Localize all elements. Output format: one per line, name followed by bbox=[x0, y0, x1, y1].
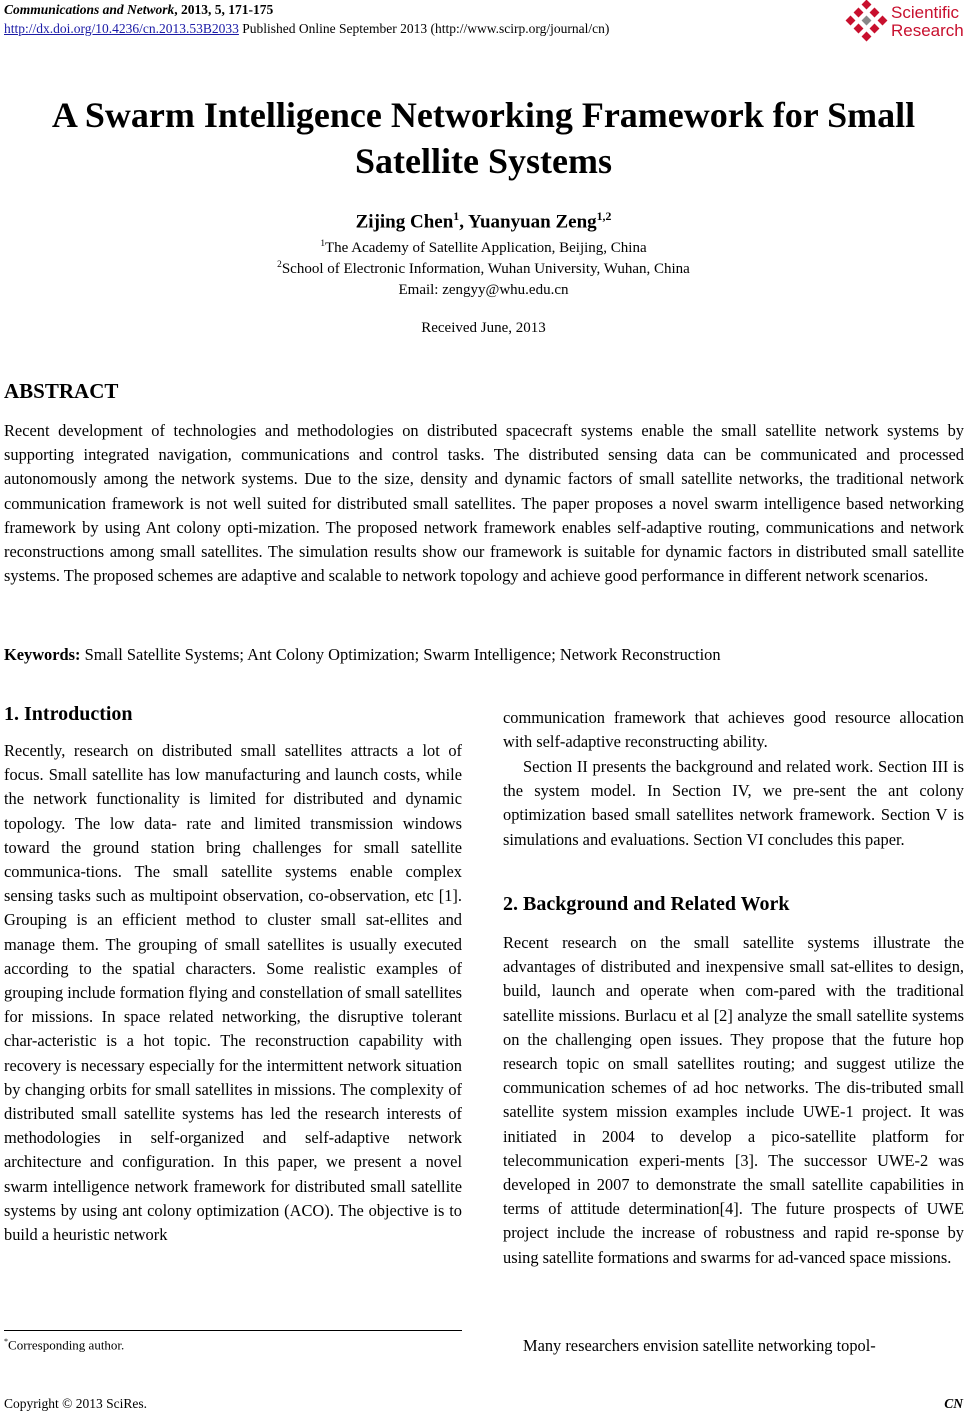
received-date: Received June, 2013 bbox=[421, 320, 546, 336]
affiliation-1 bbox=[0, 239, 967, 257]
footnote-text: Corresponding author. bbox=[8, 1337, 125, 1353]
logo-word-research: Research bbox=[891, 21, 964, 40]
background-text: Recent research on the small satellite systems illustrate the advantages of distributed and inexpensive small sat-ellites to design, build, launch and operate when com-pared with the traditional satellite missions. Burlacu et al [2] analyze the small satellite systems on the challenging open issues. They propose that the future hop research topic on small satellites routing; and suggest utilize the communication schemes of ad hoc networks. The dis-tributed small satellite system mission examples include UWE-1 project. It was initiated in 2004 to develop a pico-satellite platform for telecommunication experi-ments [3]. The successor UWE-2 was developed in 2007 to demonstrate the small satellite capabilities in terms of attitude determination[4]. The future prospects of UWE project include the increase of robustness and rapid re-sponse by using satellite formations and swarms for ad-vanced space missions. bbox=[503, 933, 964, 1267]
background-text-continued bbox=[503, 1334, 964, 1358]
background-text-line: Many researchers envision satellite networking topol- bbox=[523, 1336, 876, 1355]
abstract-text: Recent development of technologies and methodologies on distributed spacecraft systems enable the small satellite network systems by supporting integrated navigation, communications and control tasks. The distributed sensing data can be communicated and processed autonomously among the network systems. Due to the size, density and dynamic factors of small satellite networks, the traditional network communication framework is not well suited for distributed small satellites. The paper proposes a novel swarm intelligence based networking framework by using Ant colony opti-mization. The proposed network framework enables self-adaptive routing, communications and network reconstructions among small satellites. The simulation results show our framework is suitable for dynamic factors in distributed small satellite systems. The proposed schemes are adaptive and scalable to network topology and achieve good performance in different network scenarios. bbox=[4, 421, 964, 586]
right-column-paragraph: communication framework that achieves good resource allocation with self-adaptive reconstructing ability. bbox=[503, 708, 964, 752]
author-email: Email: zengyy@whu.edu.cn bbox=[398, 282, 569, 298]
journal-abbreviation: CN bbox=[944, 1396, 963, 1411]
affiliation-text: School of Electronic Information, Wuhan University, Wuhan, China bbox=[281, 261, 690, 277]
journal-name: Communications and Network bbox=[4, 2, 175, 17]
published-info: Published Online September 2013 (http://www.scirp.org/journal/cn) bbox=[238, 21, 610, 36]
title-line-1: A Swarm Intelligence Networking Framework for Small bbox=[51, 95, 916, 135]
author-separator: , bbox=[459, 211, 468, 233]
keywords-label: Keywords: bbox=[4, 645, 81, 664]
footnote-mark: * bbox=[4, 1337, 9, 1346]
abstract-heading: ABSTRACT bbox=[4, 379, 119, 403]
paper-title bbox=[0, 92, 967, 184]
scientific-research-logo bbox=[845, 0, 965, 42]
keywords-list: Small Satellite Systems; Ant Colony Optimization; Swarm Intelligence; Network Reconstruction bbox=[80, 645, 721, 664]
author-name: Zijing Chen bbox=[355, 211, 454, 233]
affiliation-2 bbox=[0, 260, 967, 278]
section-overview-text: Section II presents the background and related work. Section III is the system model. In Section IV, we pre-sent the ant colony optimization based small satellites network framework. Section V is simulations and evaluations. Section VI concludes this paper. bbox=[503, 757, 964, 849]
author-name: Yuanyuan Zeng bbox=[467, 211, 597, 233]
logo-diamond-icon bbox=[845, 0, 889, 42]
author-affiliation-mark: 1 bbox=[453, 210, 460, 223]
author-affiliation-mark: 1,2 bbox=[596, 210, 612, 223]
author-list bbox=[0, 210, 967, 233]
footnote-divider bbox=[4, 1330, 462, 1331]
right-column-paragraph bbox=[503, 755, 964, 852]
affiliation-mark: 1 bbox=[320, 239, 326, 249]
section-heading-background: 2. Background and Related Work bbox=[503, 893, 790, 915]
logo-word-scientific: Scientific bbox=[891, 3, 960, 22]
section-heading-introduction: 1. Introduction bbox=[4, 703, 133, 725]
doi-line bbox=[4, 21, 609, 37]
affiliation-text: The Academy of Satellite Application, Beijing, China bbox=[325, 240, 647, 256]
keywords bbox=[4, 645, 964, 665]
copyright-notice: Copyright © 2013 SciRes. bbox=[4, 1396, 148, 1411]
footnote bbox=[4, 1337, 124, 1353]
title-line-2: Satellite Systems bbox=[355, 141, 612, 181]
affiliation-mark: 2 bbox=[277, 260, 282, 270]
journal-citation bbox=[4, 2, 273, 18]
introduction-text: Recently, research on distributed small satellites attracts a lot of focus. Small satellite has low manufacturing and launch costs, while the network functionality is limited for distributed and dynamic topology. The low data- rate and limited transmission windows toward the ground station bring challenges for small satellite communica-tions. The small satellite systems enable complex sensing tasks such as multipoint observation, co-observation, etc [1]. Grouping is an efficient method to cluster small sat-ellites and manage them. The grouping of small satellites is usually executed according to the spatial characters. Some realistic examples of grouping include formation flying and constellation of small satellites for missions. In space related networking, the disruptive tolerant char-acteristic is a hot topic. The reconstruction capability with recovery is necessary especially for the intermittent network situation by changing orbits for small satellites in missions. The complexity of distributed small satellite systems has led the research interests of methodologies in self-organized and self-adaptive network architecture and configuration. In this paper, we present a novel swarm intelligence network framework for distributed small satellite systems by using ant colony optimization (ACO). The objective is to build a heuristic network bbox=[4, 741, 462, 1245]
doi-link[interactable]: http://dx.doi.org/10.4236/cn.2013.53B2033 bbox=[4, 21, 239, 36]
volume-info: , 2013, 5, 171-175 bbox=[174, 2, 274, 17]
